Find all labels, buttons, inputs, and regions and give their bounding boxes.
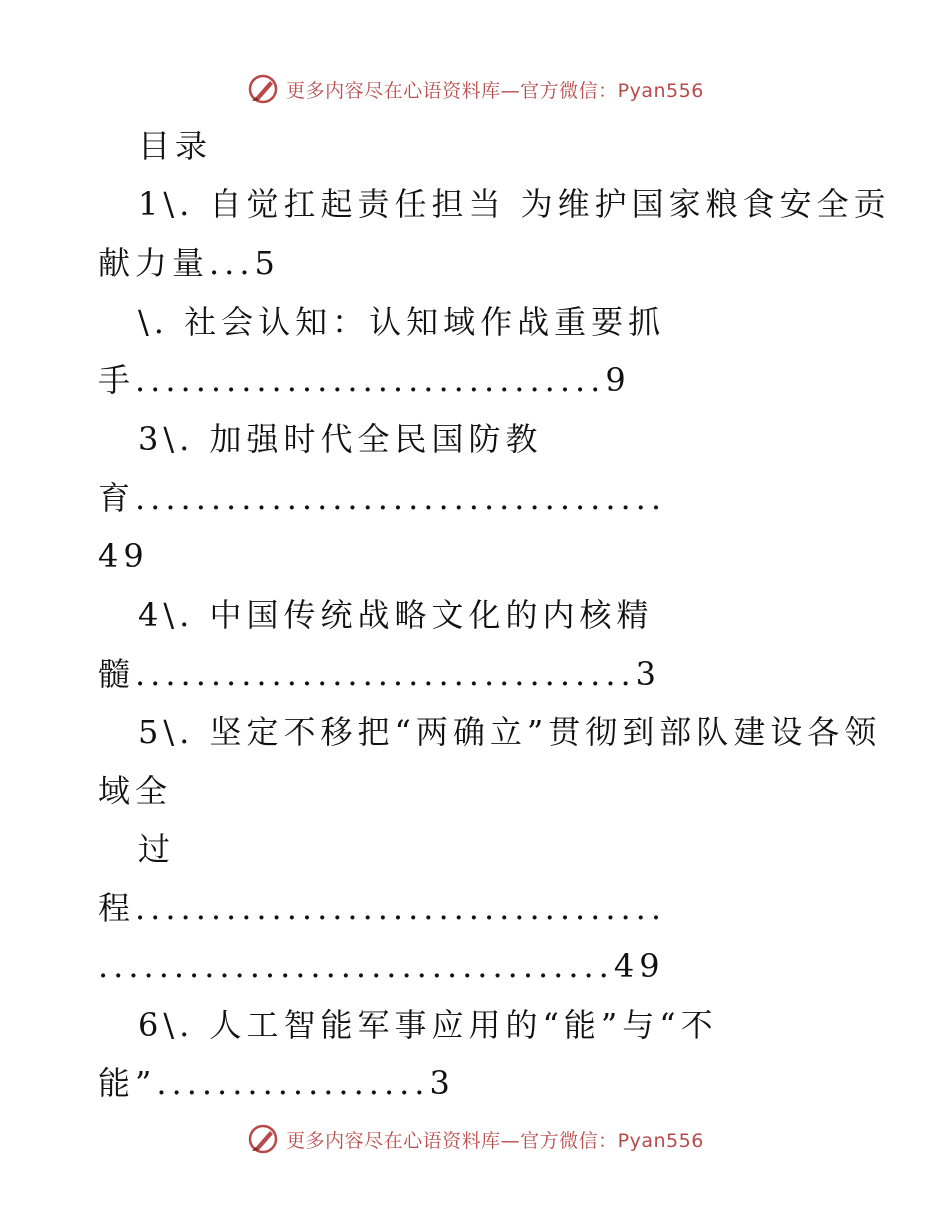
toc-entry-4-line-2: 髓.................................3	[98, 655, 662, 693]
toc-entry-2-line-1: \. 社会认知：认知域作战重要抓	[138, 303, 666, 341]
toc-entry-4-line-1: 4\. 中国传统战略文化的内核精	[138, 596, 654, 634]
toc-entry-2-line-2: 手...............................9	[98, 361, 631, 399]
watermark-text: 更多内容尽在心语资料库—官方微信：Pyan556	[286, 1129, 704, 1152]
watermark-text: 更多内容尽在心语资料库—官方微信：Pyan556	[286, 79, 704, 102]
toc-entry-3-line-1: 3\. 加强时代全民国防教	[138, 420, 543, 458]
toc-title: 目录	[138, 127, 213, 165]
toc-entry-5-line-2: 域全	[98, 772, 173, 810]
watermark-banner-top	[0, 72, 950, 106]
toc-entry-5-line-1: 5\. 坚定不移把“两确立”贯彻到部队建设各领	[138, 713, 882, 751]
toc-entry-3-page: 49	[98, 537, 149, 575]
toc-entry-5-line-3: 过	[138, 830, 176, 868]
toc-entry-5-line-4: 程...................................	[98, 889, 667, 927]
toc-entry-1-line-2: 献力量...5	[98, 244, 280, 282]
toc-entry-5-line-5: ..................................49	[98, 947, 665, 985]
toc-entry-6-line-1: 6\. 人工智能军事应用的“能”与“不	[138, 1006, 718, 1044]
watermark-banner-bottom	[0, 1122, 950, 1156]
pen-logo-icon	[246, 1122, 280, 1156]
toc-entry-1-line-1: 1\. 自觉扛起责任担当 为维护国家粮食安全贡	[138, 185, 891, 223]
toc-entry-3-line-2: 育...................................	[98, 479, 667, 517]
toc-entry-6-line-2: 能”..................3	[98, 1064, 455, 1102]
pen-logo-icon	[246, 72, 280, 106]
